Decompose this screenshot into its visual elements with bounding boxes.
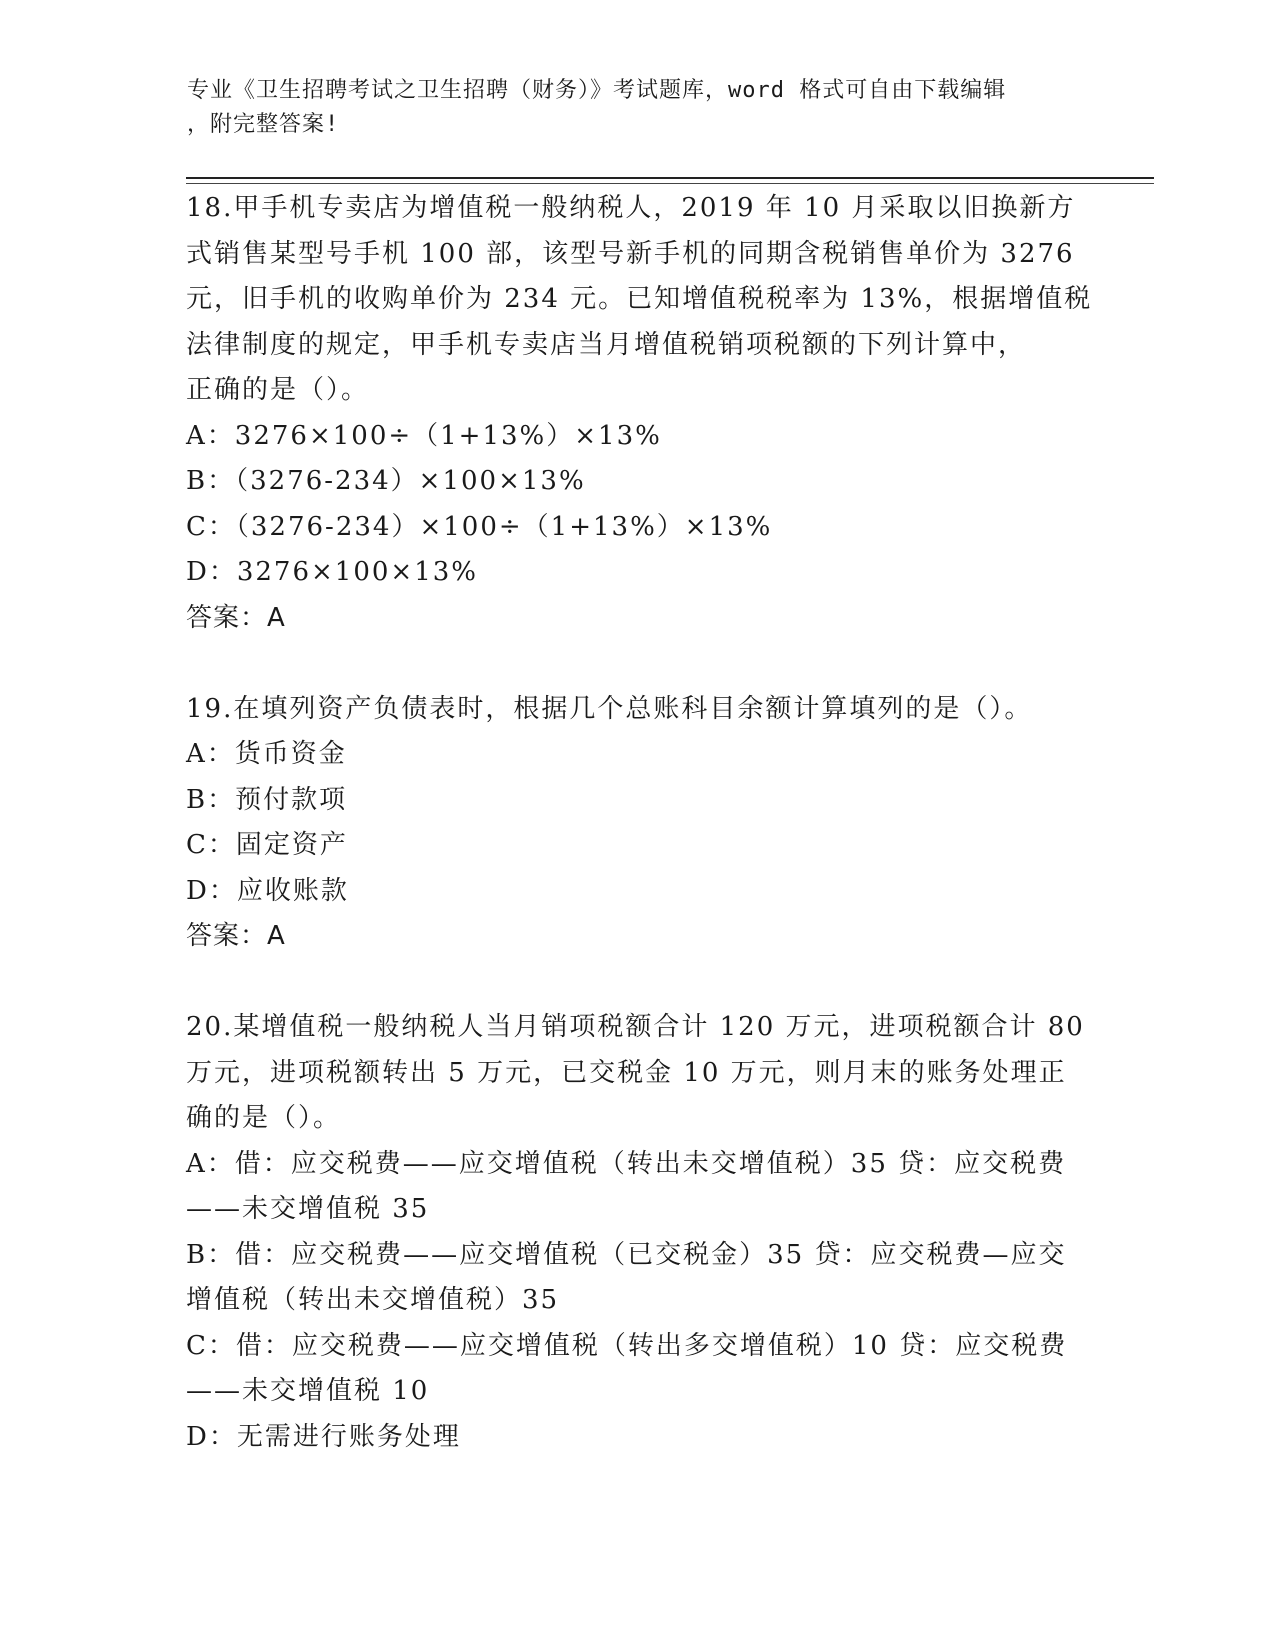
answer-line: 答案：A <box>186 921 286 951</box>
answer-line: 答案：A <box>186 602 286 633</box>
header-line-2: ，附完整答案! <box>187 112 340 137</box>
header-divider-thick <box>186 177 1154 179</box>
option-c: C：固定资产 <box>186 830 348 860</box>
question-18 <box>186 186 1093 641</box>
option-a: A：借：应交税费——应交增值税（转出未交增值税）35 贷：应交税费 <box>186 1148 1067 1179</box>
question-stem-line: 18.甲手机专卖店为增值税一般纳税人，2019 年 10 月采取以旧换新方 <box>186 193 1076 223</box>
option-b: B：预付款项 <box>186 784 348 815</box>
question-stem-line: 万元，进项税额转出 5 万元，已交税金 10 万元，则月末的账务处理正 <box>186 1057 1067 1088</box>
spacer <box>186 641 1086 687</box>
option-a-continued: ——未交增值税 35 <box>186 1194 430 1224</box>
question-stem-line: 式销售某型号手机 100 部，该型号新手机的同期含税销售单价为 3276 <box>186 238 1075 269</box>
document-header <box>187 74 1067 142</box>
question-stem-line: 元，旧手机的收购单价为 234 元。已知增值税税率为 13%，根据增值税 <box>186 284 1093 314</box>
option-c: C：（3276-234）×100÷（1+13%）×13% <box>186 511 773 542</box>
option-d: D：应收账款 <box>186 875 349 906</box>
question-stem-line: 确的是（）。 <box>186 1103 342 1133</box>
option-a: A：货币资金 <box>186 739 347 769</box>
question-stem-line: 20.某增值税一般纳税人当月销项税额合计 120 万元，进项税额合计 80 <box>186 1012 1085 1042</box>
question-19 <box>186 687 1086 960</box>
question-20 <box>186 1005 1086 1460</box>
option-d: D：无需进行账务处理 <box>186 1421 461 1452</box>
option-b-continued: 增值税（转出未交增值税）35 <box>186 1285 560 1315</box>
option-c: C：借：应交税费——应交增值税（转出多交增值税）10 贷：应交税费 <box>186 1330 1068 1361</box>
option-d: D：3276×100×13% <box>186 557 478 587</box>
question-stem-line: 19.在填列资产负债表时，根据几个总账科目余额计算填列的是（）。 <box>186 693 1033 724</box>
option-a: A：3276×100÷（1+13%）×13% <box>186 420 662 451</box>
header-divider-thin <box>186 183 1154 184</box>
question-list <box>186 186 1093 1460</box>
option-b: B：（3276-234）×100×13% <box>186 466 586 496</box>
spacer <box>186 960 1086 1006</box>
option-b: B：借：应交税费——应交增值税（已交税金）35 贷：应交税费—应交 <box>186 1239 1067 1270</box>
option-c-continued: ——未交增值税 10 <box>186 1376 430 1406</box>
question-stem-line: 正确的是（）。 <box>186 375 370 405</box>
question-stem-line: 法律制度的规定，甲手机专卖店当月增值税销项税额的下列计算中， <box>186 329 1027 360</box>
header-line-1: 专业《卫生招聘考试之卫生招聘（财务）》考试题库，word 格式可自由下载编辑 <box>187 78 1007 103</box>
